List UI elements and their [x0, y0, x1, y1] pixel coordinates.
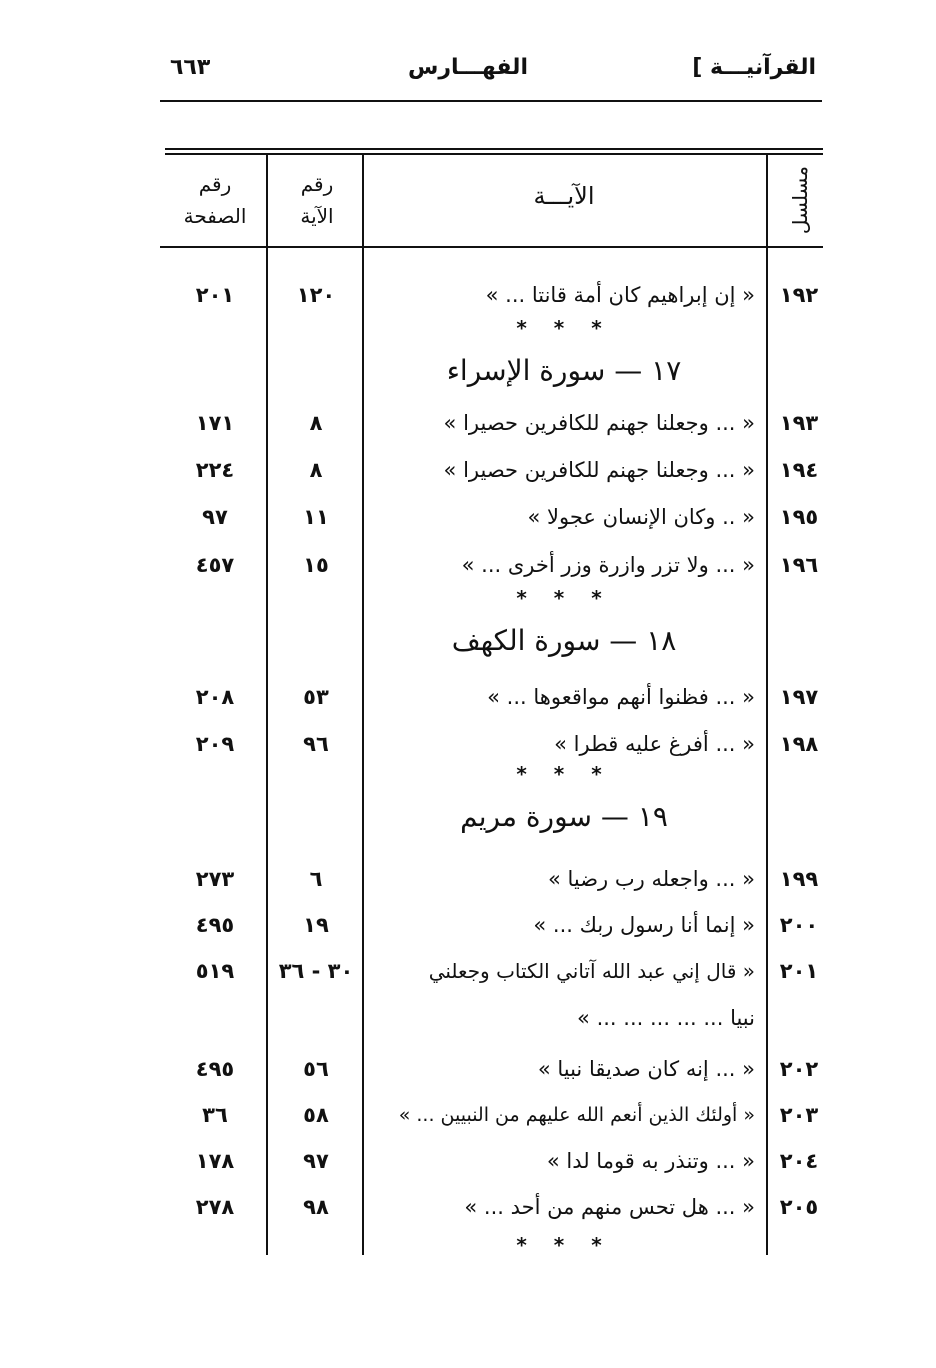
ayah-cell: ١١: [303, 505, 329, 529]
ayah-cell: ١٢٠: [296, 283, 336, 307]
serial-cell: ١٩٤: [779, 458, 819, 482]
surah-heading: ١٩ — سورة مريم: [460, 800, 668, 833]
serial-cell: ١٩٥: [779, 505, 819, 529]
separator-stars: * * *: [516, 1233, 612, 1257]
table-top-rule-2: [165, 153, 823, 155]
serial-cell: ٢٠٤: [779, 1149, 819, 1173]
running-header-title: الفهـــارس: [407, 55, 528, 80]
column-head-page: رقم الصفحة: [183, 172, 247, 228]
ayah-cell: ٩٧: [303, 1149, 329, 1173]
serial-cell: ١٩٢: [779, 283, 819, 307]
serial-cell: ٢٠٢: [779, 1057, 819, 1081]
ayah-cell: ٩٨: [303, 1195, 329, 1219]
page-cell: ٢٠٩: [195, 732, 235, 756]
page-cell: ٤٩٥: [195, 1057, 235, 1081]
verse-cell: « إنما أنا رسول ربك ... »: [533, 913, 755, 937]
serial-cell: ١٩٨: [779, 732, 819, 756]
surah-heading: ١٨ — سورة الكهف: [451, 624, 677, 657]
ayah-cell: ٨: [309, 411, 323, 435]
serial-cell: ١٩٧: [779, 685, 819, 709]
verse-cell: « ... فظنوا أنهم مواقعوها ... »: [487, 685, 755, 709]
serial-cell: ٢٠١: [779, 959, 819, 983]
page-cell: ١٧١: [195, 411, 235, 435]
ayah-cell: ٥٣: [303, 685, 329, 709]
ayah-cell: ٦: [309, 867, 323, 891]
page-cell: ٢٧٣: [195, 867, 235, 891]
serial-cell: ١٩٦: [779, 553, 819, 577]
ayah-cell: ١٩: [303, 913, 329, 937]
page-cell: ٢٢٤: [195, 458, 235, 482]
serial-cell: ١٩٣: [779, 411, 819, 435]
ayah-cell: ١٥: [303, 553, 329, 577]
column-head-text: الآيـــة: [533, 182, 595, 210]
page-cell: ٤٩٥: [195, 913, 235, 937]
serial-cell: ٢٠٥: [779, 1195, 819, 1219]
separator-stars: * * *: [516, 762, 612, 786]
running-header-right: القرآنيـــة ]: [692, 55, 816, 80]
page-cell: ٢٠١: [195, 283, 235, 307]
page-number: ٦٦٣: [170, 55, 211, 80]
verse-cell: « ... وجعلنا جهنم للكافرين حصيرا »: [443, 411, 755, 435]
verse-cell-continuation: نبيا ... ... ... ... ... »: [577, 1006, 755, 1030]
verse-cell: « ... أفرغ عليه قطرا »: [554, 732, 755, 756]
separator-stars: * * *: [516, 316, 612, 340]
column-divider-text: [362, 155, 364, 1255]
page-cell: ٤٥٧: [195, 553, 235, 577]
verse-cell: « ... واجعله رب رضيا »: [547, 867, 755, 891]
ayah-cell: ٩٦: [303, 732, 329, 756]
ayah-cell: ٥٨: [303, 1103, 329, 1127]
verse-cell: « ... ولا تزر وازرة وزر أخرى ... »: [461, 553, 755, 577]
column-head-serial: [778, 165, 822, 235]
header-rule: [160, 100, 822, 102]
verse-cell: « ... وجعلنا جهنم للكافرين حصيرا »: [443, 458, 755, 482]
ayah-cell: ٣٠ - ٣٦: [278, 959, 354, 983]
ayah-cell: ٨: [309, 458, 323, 482]
serial-cell: ٢٠٠: [779, 913, 819, 937]
verse-cell: « ... وتنذر به قوما لدا »: [546, 1149, 755, 1173]
verse-cell: « قال إني عبد الله آتاني الكتاب وجعلني: [428, 959, 755, 983]
page-cell: ٢٠٨: [195, 685, 235, 709]
verse-cell: « إن إبراهيم كان أمة قانتا ... »: [485, 283, 755, 307]
page-cell: ٥١٩: [195, 959, 235, 983]
column-divider-ayah: [266, 155, 268, 1255]
column-head-rule: [160, 246, 823, 248]
separator-stars: * * *: [516, 586, 612, 610]
table-top-rule: [165, 148, 823, 150]
page-cell: ٩٧: [202, 505, 228, 529]
serial-cell: ٢٠٣: [779, 1103, 819, 1127]
column-divider-serial: [766, 155, 768, 1255]
verse-cell: « ... إنه كان صديقا نبيا »: [537, 1057, 755, 1081]
page-cell: ٢٧٨: [195, 1195, 235, 1219]
verse-cell: « أولئك الذين أنعم الله عليهم من النبيين ... »: [398, 1104, 755, 1126]
column-head-ayah: رقم الآية: [300, 172, 334, 228]
page-cell: ٣٦: [202, 1103, 228, 1127]
column-head-serial-label: مسلسل: [788, 165, 812, 235]
verse-cell: « ... هل تحس منهم من أحد ... »: [464, 1195, 755, 1219]
verse-cell: « .. وكان الإنسان عجولا »: [527, 505, 755, 529]
serial-cell: ١٩٩: [779, 867, 819, 891]
page-cell: ١٧٨: [195, 1149, 235, 1173]
surah-heading: ١٧ — سورة الإسراء: [446, 354, 682, 387]
ayah-cell: ٥٦: [303, 1057, 329, 1081]
